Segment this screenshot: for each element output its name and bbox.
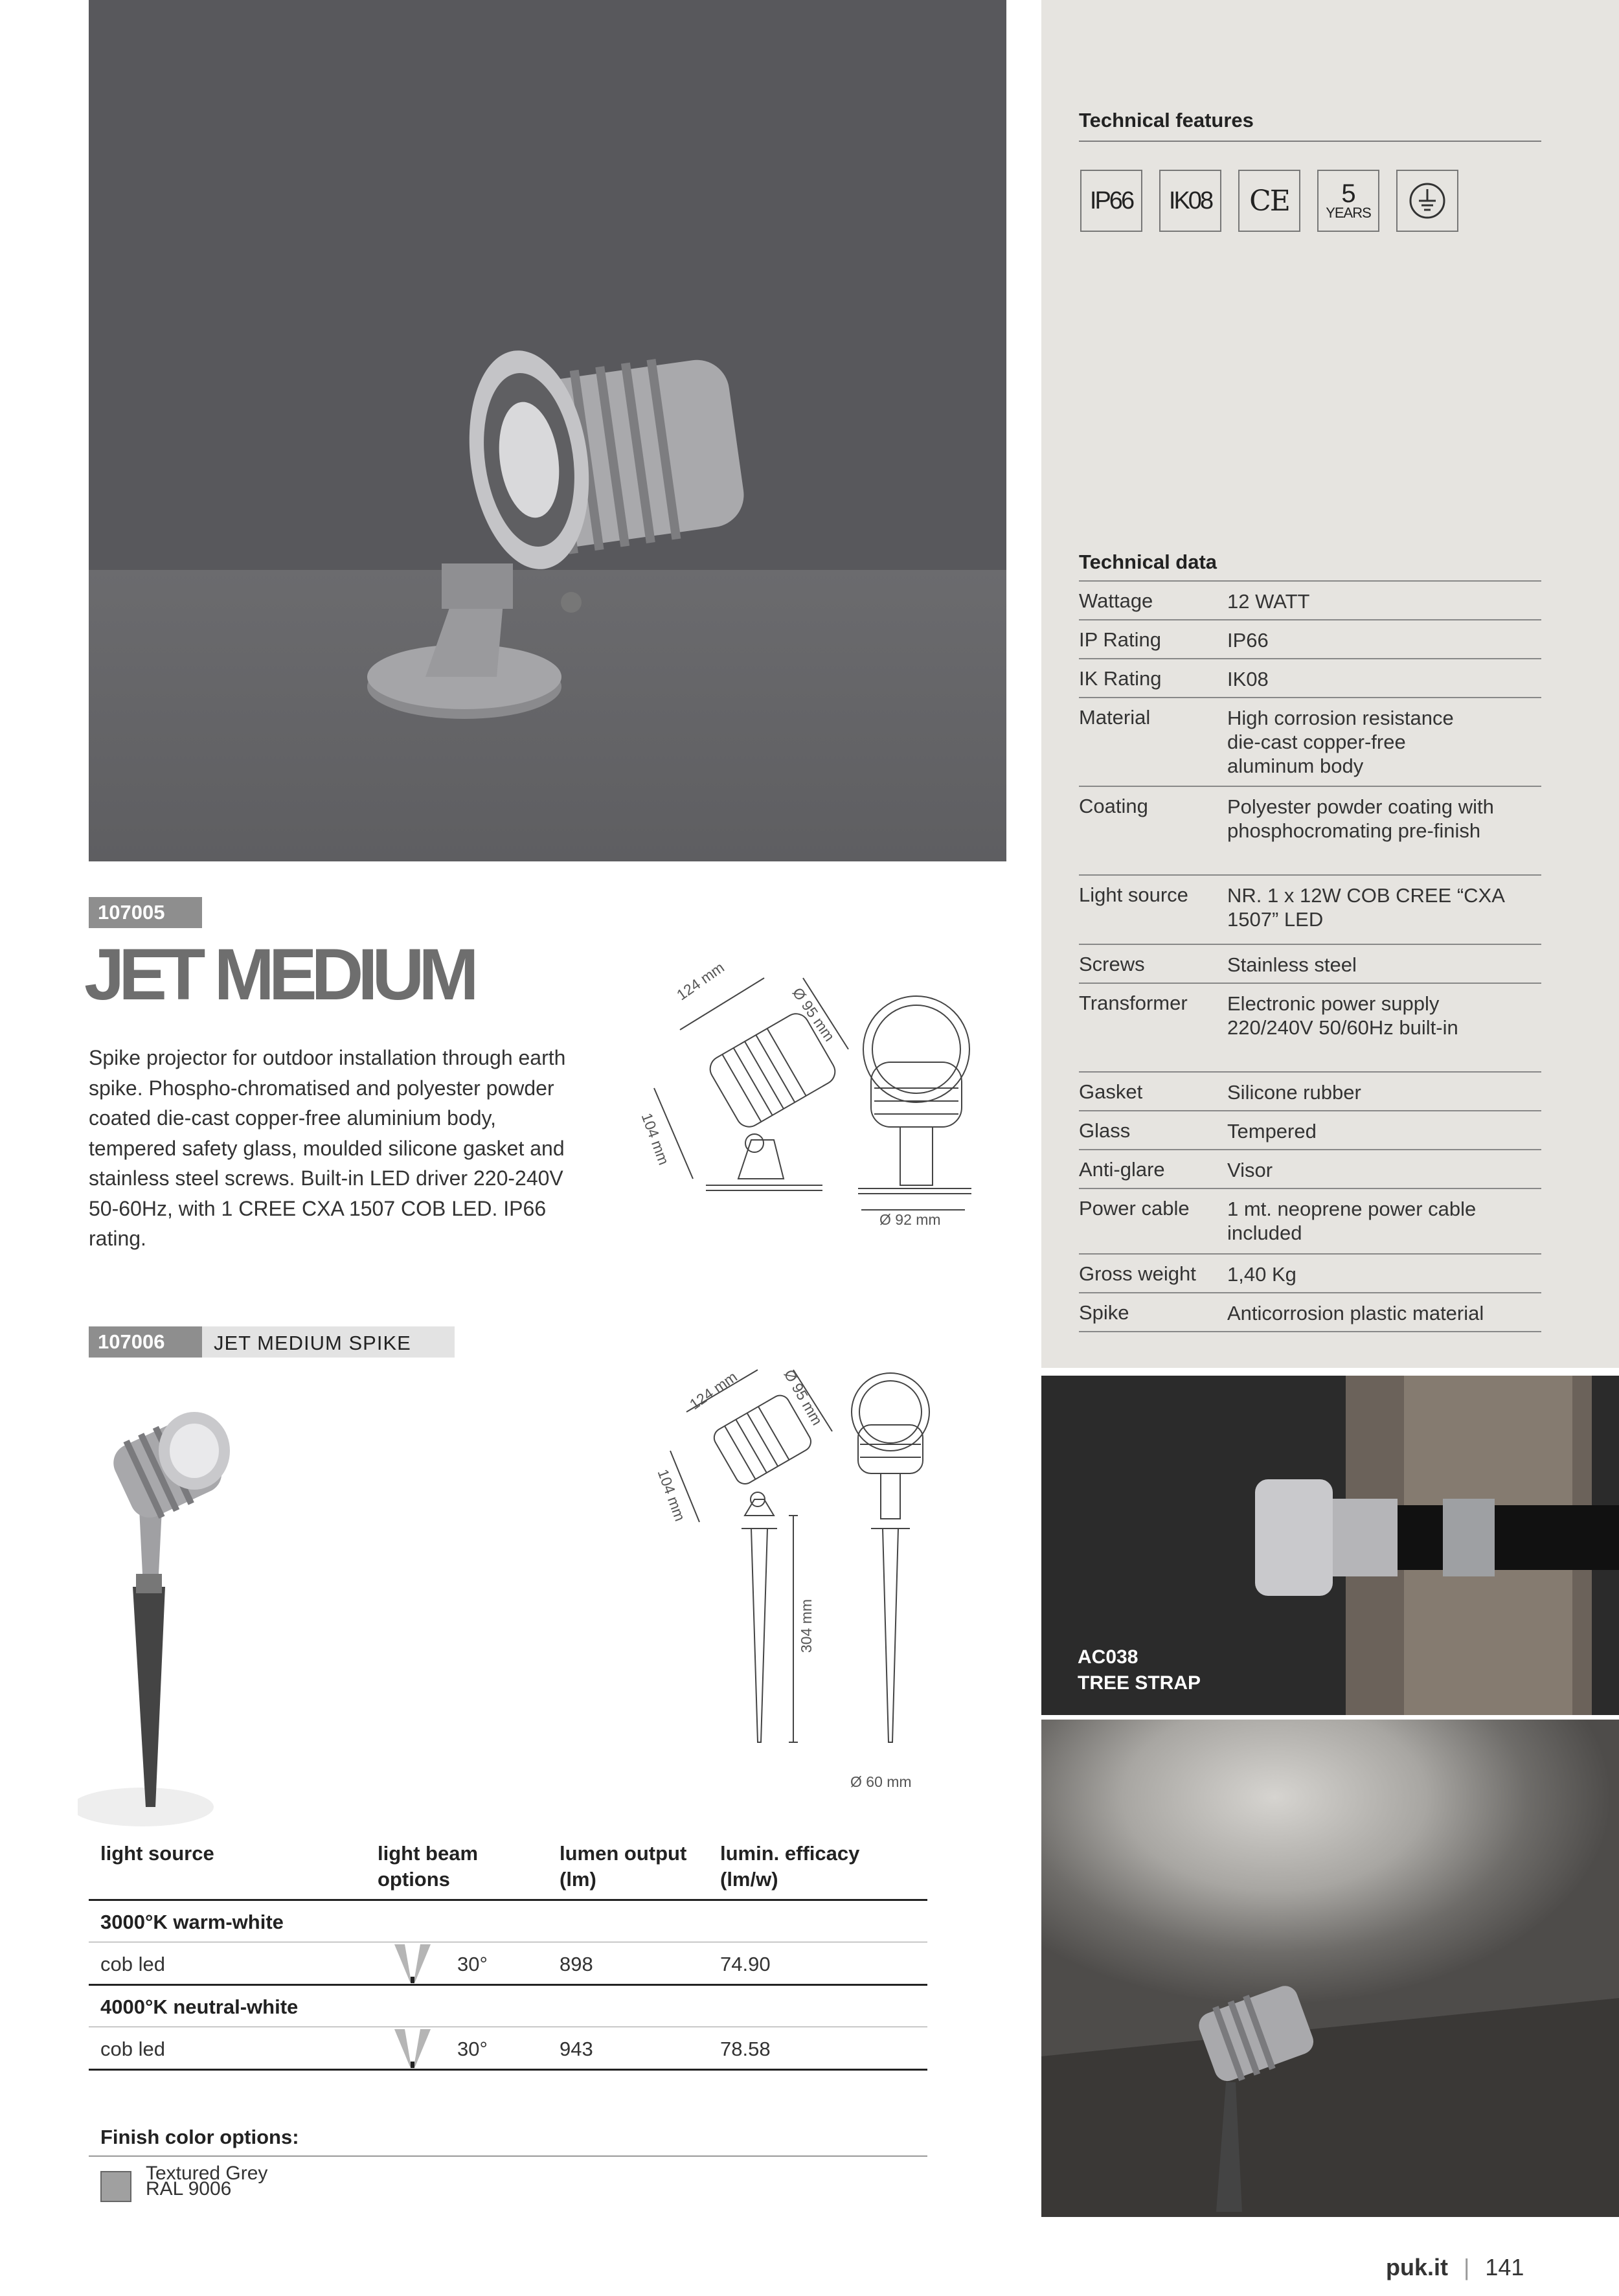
accessory-code: AC038: [1078, 1646, 1138, 1668]
spec-label-ip-rating: IP Rating: [1079, 628, 1161, 651]
technical-features-title: Technical features: [1079, 109, 1254, 131]
group-title-3000k: 3000°K warm-white: [100, 1911, 284, 1933]
page-footer: [1386, 2254, 1524, 2281]
beam-angle-icon: [393, 1943, 432, 1983]
divider: [1079, 580, 1541, 582]
spec-value-transformer: Electronic power supply 220/240V 50/60Hz built-in: [1227, 992, 1458, 1039]
spec-value-ik-rating: IK08: [1227, 668, 1269, 690]
divider: [1079, 983, 1541, 984]
finish-title: Finish color options:: [100, 2126, 299, 2148]
divider: [1079, 1071, 1541, 1073]
ik08-badge: IK08: [1159, 170, 1221, 232]
accessory-photo: [1041, 1376, 1619, 1715]
table-cell-source: cob led: [100, 1953, 165, 1975]
spec-label-coating: Coating: [1079, 795, 1148, 817]
spec-label-wattage: Wattage: [1079, 589, 1153, 612]
finish-option-code: RAL 9006: [146, 2178, 232, 2199]
dim-base: Ø 92 mm: [879, 1211, 941, 1228]
spec-label-light-source: Light source: [1079, 883, 1188, 906]
divider: [89, 1899, 927, 1901]
divider: [1079, 141, 1541, 142]
technical-data-title: Technical data: [1079, 551, 1217, 573]
dim-spike-length: 304 mm: [798, 1598, 815, 1653]
finish-color-swatch: [100, 2171, 131, 2202]
ce-mark-icon: CE: [1238, 170, 1300, 232]
table-cell-source: cob led: [100, 2038, 165, 2060]
jet-medium-spike-photo: [78, 1380, 272, 1833]
dim-height: 104 mm: [654, 1467, 689, 1523]
product-title: JET MEDIUM: [84, 934, 473, 1015]
divider: [1079, 697, 1541, 698]
spec-value-ip-rating: IP66: [1227, 629, 1269, 652]
earth-ground-icon: [1396, 170, 1458, 232]
spec-label-power-cable: Power cable: [1079, 1197, 1190, 1220]
table-cell-lumen: 943: [560, 2038, 593, 2060]
variant-code-tag: 107006: [89, 1326, 202, 1358]
spec-value-gross-weight: 1,40 Kg: [1227, 1263, 1296, 1286]
spec-label-screws: Screws: [1079, 953, 1145, 975]
divider: [1079, 1331, 1541, 1332]
spec-label-glass: Glass: [1079, 1119, 1131, 1142]
spec-value-material: High corrosion resistance die-cast copper-free aluminum body: [1227, 707, 1454, 777]
spec-value-screws: Stainless steel: [1227, 953, 1357, 976]
spec-value-wattage: 12 WATT: [1227, 590, 1310, 613]
spec-label-ik-rating: IK Rating: [1079, 667, 1162, 690]
table-header-efficacy: lumin. efficacy (lm/w): [720, 1842, 860, 1891]
divider: [1079, 1110, 1541, 1111]
product-code-tag: 107005: [89, 897, 202, 928]
table-cell-efficacy: 78.58: [720, 2038, 771, 2060]
spec-value-power-cable: 1 mt. neoprene power cable included: [1227, 1198, 1477, 1244]
spec-label-gasket: Gasket: [1079, 1080, 1143, 1103]
divider: [1079, 786, 1541, 787]
divider: [89, 2155, 927, 2157]
finish-option-label: [146, 2163, 268, 2199]
divider: [1079, 658, 1541, 659]
spec-value-gasket: Silicone rubber: [1227, 1081, 1361, 1104]
variant-name: JET MEDIUM SPIKE: [214, 1332, 411, 1354]
table-header-light-source: light source: [100, 1842, 214, 1865]
spec-value-light-source: NR. 1 x 12W COB CREE “CXA 1507” LED: [1227, 884, 1504, 931]
page-number: 141: [1485, 2254, 1524, 2280]
spec-label-spike: Spike: [1079, 1301, 1129, 1324]
table-header-beam: light beam options: [378, 1842, 479, 1891]
website-link[interactable]: puk.it: [1386, 2254, 1448, 2280]
divider: [1079, 1292, 1541, 1293]
divider: [1079, 874, 1541, 876]
spec-label-gross-weight: Gross weight: [1079, 1262, 1196, 1285]
spec-value-spike: Anticorrosion plastic material: [1227, 1302, 1484, 1324]
footer-separator: |: [1464, 2254, 1470, 2280]
ambient-photo: [1041, 1720, 1619, 2217]
divider: [89, 2069, 927, 2071]
jet-medium-lamp-illustration: [89, 0, 1006, 861]
dim-height: 104 mm: [638, 1111, 673, 1167]
divider: [1079, 1188, 1541, 1189]
spec-value-coating: Polyester powder coating with phosphocromating pre-finish: [1227, 795, 1494, 842]
dim-diameter: Ø 95 mm: [780, 1367, 826, 1428]
product-description: Spike projector for outdoor installation through earth spike. Phospho-chromatised and polyester powder coated die-cast copper-free aluminium body, tempered safety glass, moulded silicone gasket and stainless steel screws. Built-in LED driver 220-240V 50-60Hz, with 1 CREE CXA 1507 COB LED. IP66 rating.: [89, 1046, 566, 1250]
group-title-4000k: 4000°K neutral-white: [100, 1995, 299, 2018]
table-cell-lumen: 898: [560, 1953, 593, 1975]
product-hero-photo: [89, 0, 1006, 861]
divider: [1079, 1253, 1541, 1255]
dim-diameter: Ø 95 mm: [789, 984, 839, 1045]
divider: [1079, 944, 1541, 945]
finish-option-name: Textured Grey: [146, 2163, 268, 2184]
warranty-badge: 5 YEARS: [1317, 170, 1379, 232]
beam-angle-icon: [393, 2028, 432, 2068]
dim-length: 124 mm: [686, 1368, 740, 1413]
accessory-name: TREE STRAP: [1078, 1672, 1201, 1694]
spec-label-anti-glare: Anti-glare: [1079, 1158, 1165, 1181]
divider: [1079, 619, 1541, 620]
accessory-caption: [1078, 1644, 1201, 1696]
dim-length: 124 mm: [674, 959, 727, 1004]
table-header-lumen: lumen output (lm): [560, 1842, 687, 1891]
table-cell-beam: 30°: [457, 2038, 488, 2060]
spec-value-anti-glare: Visor: [1227, 1159, 1273, 1181]
ip66-badge: IP66: [1080, 170, 1142, 232]
divider: [89, 1984, 927, 1986]
dim-base: Ø 60 mm: [850, 1773, 912, 1790]
table-cell-beam: 30°: [457, 1953, 488, 1975]
spec-label-transformer: Transformer: [1079, 992, 1188, 1014]
spec-value-glass: Tempered: [1227, 1120, 1317, 1142]
divider: [1079, 1149, 1541, 1150]
spec-label-material: Material: [1079, 706, 1151, 729]
table-cell-efficacy: 74.90: [720, 1953, 771, 1975]
